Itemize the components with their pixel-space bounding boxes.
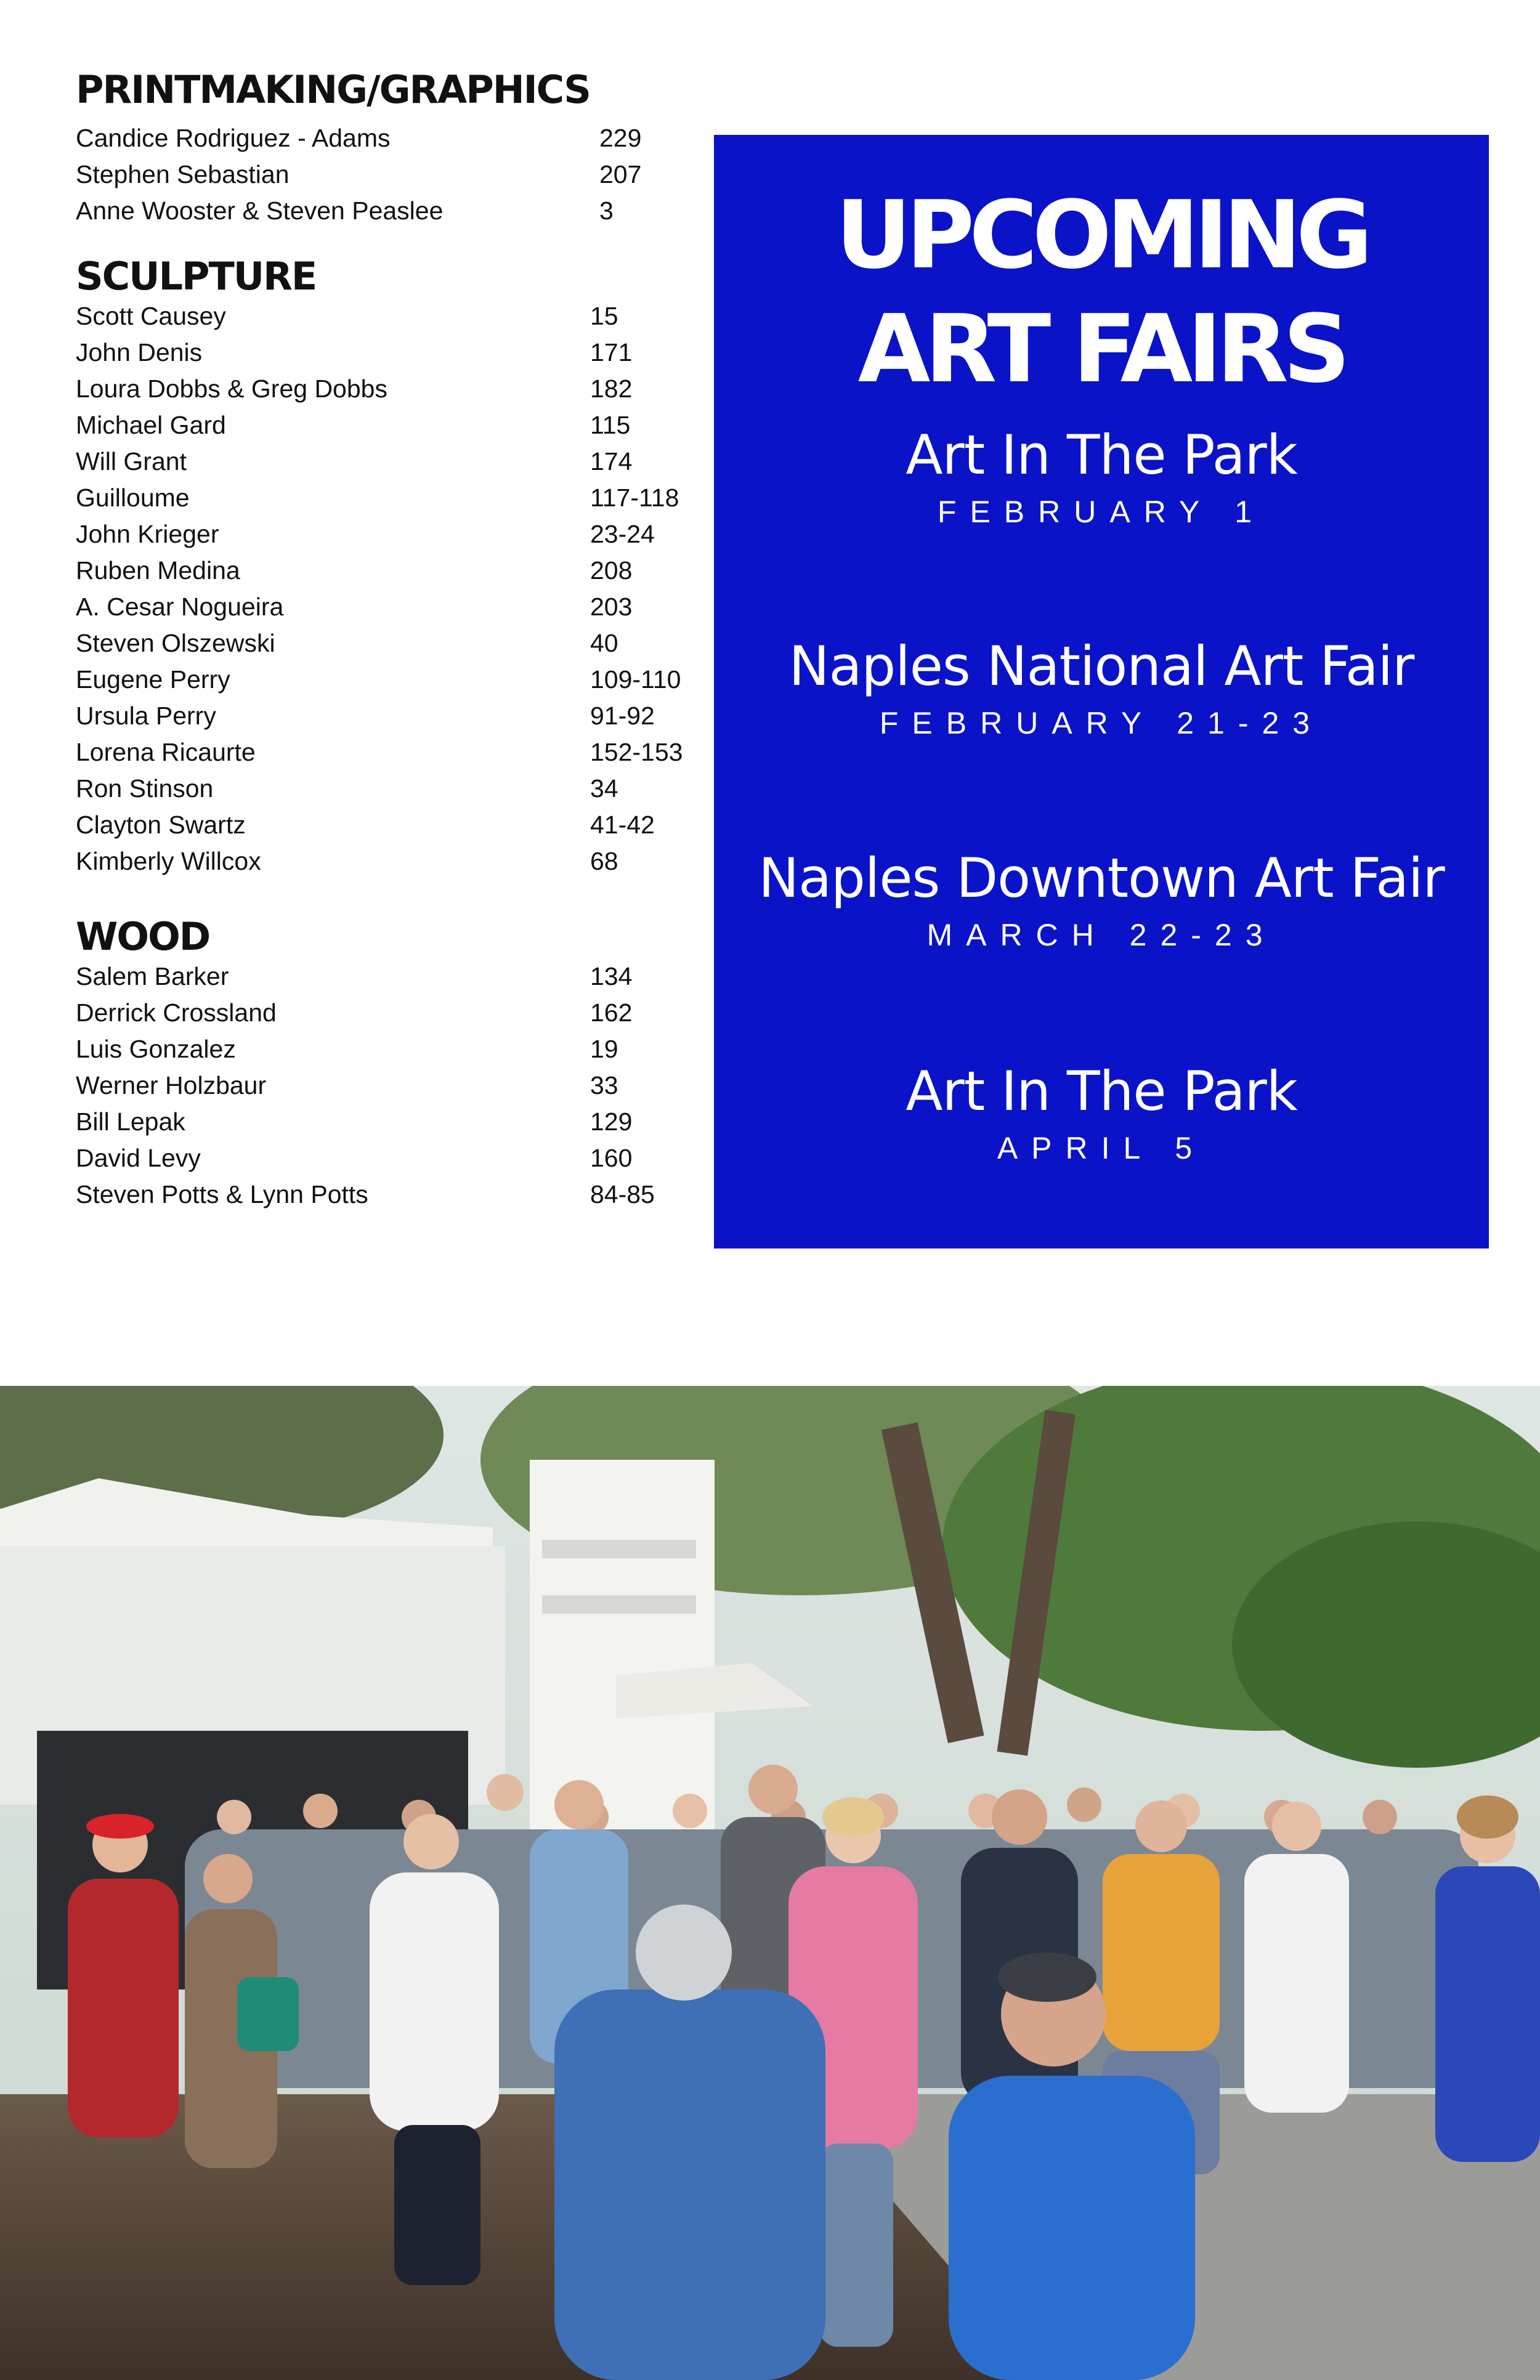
upcoming-fairs-panel	[714, 135, 1489, 1249]
section-heading: WOOD	[76, 914, 210, 959]
fair-item	[714, 421, 1489, 533]
fair-item	[714, 1058, 1489, 1170]
fair-date: APRIL 5	[997, 1131, 1206, 1165]
booth-number: 40	[590, 629, 618, 657]
booth-number: 160	[590, 1144, 633, 1172]
artist-name: Salem Barker	[76, 962, 229, 990]
crowd-photo-illustration	[0, 1386, 1540, 2380]
list-item	[76, 193, 692, 229]
fair-date: MARCH 22-23	[926, 918, 1276, 952]
list-item	[76, 334, 692, 371]
artist-name: Ursula Perry	[76, 702, 216, 730]
booth-number: 15	[590, 302, 618, 330]
list-item	[76, 771, 692, 807]
artist-name: Kimberly Willcox	[76, 847, 261, 875]
artist-name: Luis Gonzalez	[76, 1035, 236, 1063]
artist-name: Werner Holzbaur	[76, 1071, 267, 1099]
booth-number: 162	[590, 998, 633, 1027]
booth-number: 203	[590, 593, 633, 621]
artist-name: Michael Gard	[76, 411, 226, 439]
booth-number: 115	[590, 411, 631, 439]
artist-name: John Denis	[76, 338, 203, 366]
artist-lists	[76, 59, 692, 1213]
list-item	[76, 1176, 692, 1213]
booth-number: 109-110	[590, 665, 681, 694]
artist-name: Candice Rodriguez - Adams	[76, 124, 391, 152]
artist-name: Will Grant	[76, 447, 187, 476]
list-item	[76, 1104, 692, 1140]
artist-name: Steven Potts & Lynn Potts	[76, 1180, 368, 1208]
panel-title-line: UPCOMING	[835, 180, 1368, 289]
artist-name: David Levy	[76, 1144, 201, 1172]
fair-name: Naples Downtown Art Fair	[758, 846, 1445, 910]
artist-name: Derrick Crossland	[76, 998, 277, 1027]
artist-name: Stephen Sebastian	[76, 160, 290, 188]
list-item	[76, 843, 692, 880]
list-item	[76, 589, 692, 625]
booth-number: 134	[590, 962, 633, 990]
booth-number: 229	[599, 124, 642, 152]
section-heading: SCULPTURE	[76, 254, 317, 299]
fair-name: Art In The Park	[906, 1059, 1297, 1123]
list-item	[76, 298, 692, 334]
list-item	[76, 1067, 692, 1104]
artist-name: Anne Wooster & Steven Peaslee	[76, 196, 444, 225]
booth-number: 207	[599, 160, 642, 188]
booth-number: 3	[599, 196, 614, 225]
list-item	[76, 698, 692, 734]
artist-name: Ron Stinson	[76, 774, 214, 803]
list-item	[76, 443, 692, 480]
printmaking-section	[76, 67, 692, 229]
booth-number: 117-118	[590, 484, 679, 512]
fair-date: FEBRUARY 21-23	[879, 706, 1324, 740]
booth-number: 208	[590, 556, 633, 585]
booth-number: 182	[590, 374, 633, 403]
panel-title-line: ART FAIRS	[857, 294, 1345, 403]
booth-number: 129	[590, 1107, 633, 1136]
list-item	[76, 662, 692, 698]
artist-name: John Krieger	[76, 520, 219, 548]
list-item	[76, 958, 692, 995]
booth-number: 33	[590, 1071, 618, 1099]
list-item	[76, 480, 692, 516]
list-item	[76, 625, 692, 662]
artist-name: Lorena Ricaurte	[76, 738, 256, 766]
section-heading: PRINTMAKING/GRAPHICS	[76, 67, 590, 112]
artist-name: Scott Causey	[76, 302, 226, 330]
list-item	[76, 1031, 692, 1067]
list-item	[76, 995, 692, 1031]
booth-number: 68	[590, 847, 618, 875]
list-item	[76, 120, 692, 156]
fair-date: FEBRUARY 1	[937, 495, 1266, 529]
list-item	[76, 407, 692, 443]
list-item	[76, 516, 692, 552]
art-fair-crowd-photo	[0, 1386, 1540, 2380]
list-item	[76, 1140, 692, 1176]
booth-number: 171	[590, 338, 633, 366]
fair-name: Naples National Art Fair	[788, 634, 1414, 698]
booth-number: 23-24	[590, 520, 655, 548]
booth-number: 174	[590, 447, 633, 476]
panel-title	[714, 178, 1489, 406]
fair-name: Art In The Park	[906, 423, 1297, 487]
artist-name: Clayton Swartz	[76, 811, 246, 839]
artist-name: A. Cesar Nogueira	[76, 593, 284, 621]
artist-name: Steven Olszewski	[76, 629, 275, 657]
booth-number: 41-42	[590, 811, 655, 839]
artist-name: Ruben Medina	[76, 556, 240, 585]
list-item	[76, 371, 692, 407]
booth-number: 152-153	[590, 738, 683, 766]
sculpture-section	[76, 254, 692, 880]
fair-item	[714, 633, 1489, 745]
wood-section	[76, 914, 692, 1213]
list-item	[76, 156, 692, 193]
artist-name: Guilloume	[76, 484, 190, 512]
list-item	[76, 807, 692, 843]
fair-item	[714, 844, 1489, 957]
booth-number: 84-85	[590, 1180, 655, 1208]
artist-name: Eugene Perry	[76, 665, 230, 694]
artist-name: Loura Dobbs & Greg Dobbs	[76, 374, 387, 403]
artist-name: Bill Lepak	[76, 1107, 185, 1136]
list-item	[76, 734, 692, 771]
list-item	[76, 552, 692, 589]
booth-number: 34	[590, 774, 618, 803]
booth-number: 19	[590, 1035, 618, 1063]
booth-number: 91-92	[590, 702, 655, 730]
